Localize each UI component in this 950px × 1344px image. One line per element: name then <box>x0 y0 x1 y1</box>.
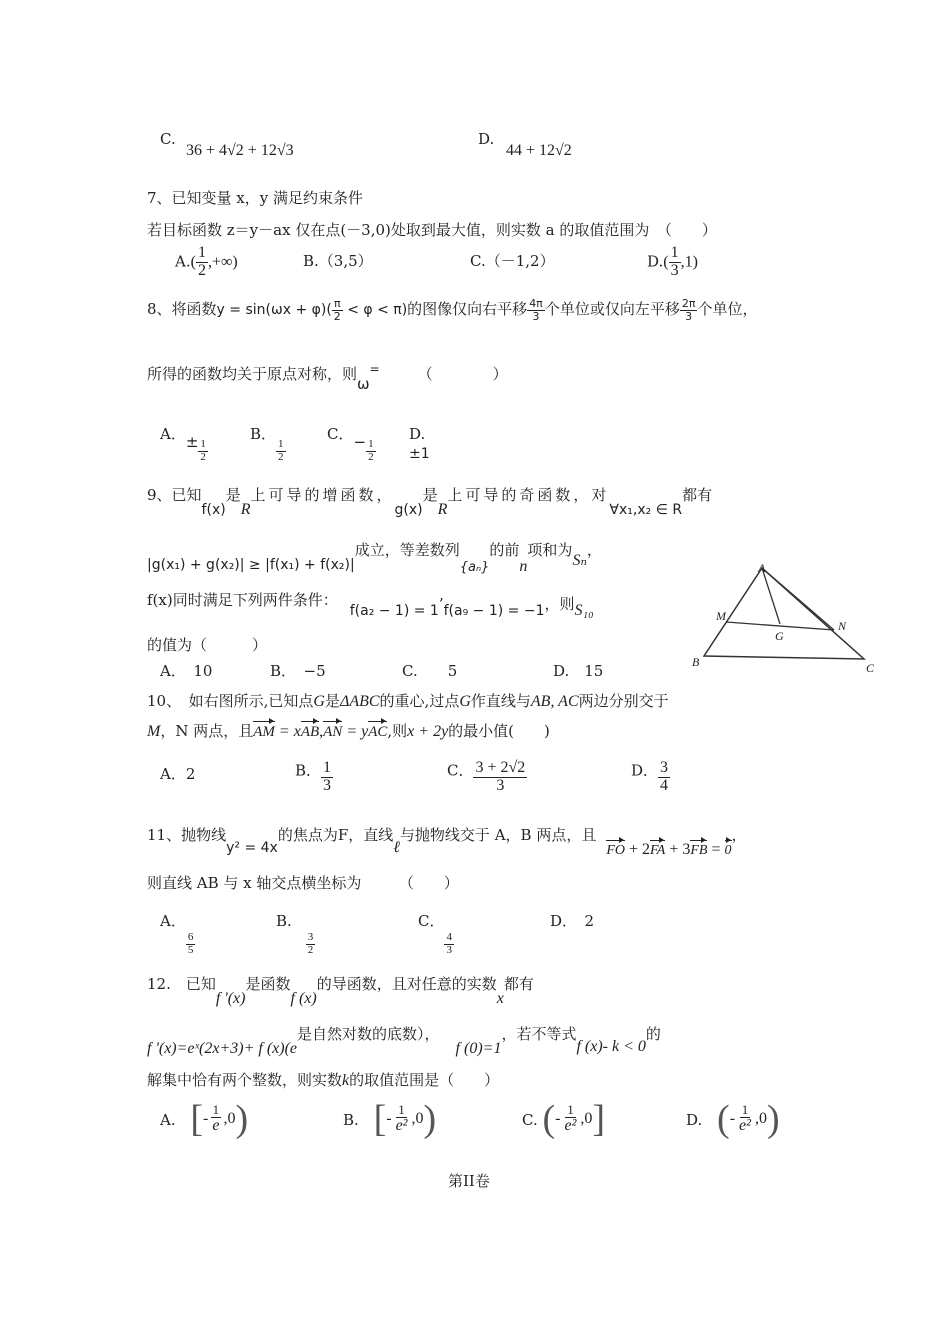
q7-option-d-fraction: $\frac{1}{3}$ <box>670 244 679 279</box>
q12-stem-line1: 12. 已知f '(x)是函数f (x)的导函数，且对任意的实数x都有 <box>147 975 534 1007</box>
triangle-abc <box>704 568 864 659</box>
section-title: 第II卷 <box>448 1172 490 1190</box>
q7-stem-line1: 7、已知变量 x，y 满足约束条件 <box>147 189 364 207</box>
q8-option-c: C．− $\frac{1}{2}$ <box>327 425 374 463</box>
q7-option-a-label: A. <box>175 252 191 271</box>
q9-stem-line4: 的值为（ ） <box>147 636 268 654</box>
q11-option-b: B. $\frac{3}{2}$ <box>276 912 314 956</box>
q8-option-d: D. ±1 <box>409 425 430 462</box>
q12-stem-line2: f '(x)=eˣ(2x+3)+ f (x)(e是自然对数的底数），f (0)=1，若不等式f (x)- k < 0的 <box>147 1025 661 1057</box>
q7-option-d-label: D. <box>647 252 664 271</box>
q11-option-a: A． $\frac{6}{5}$ <box>160 912 194 956</box>
q11-option-d: D． 2 <box>550 912 595 930</box>
q9-stem-line1: 9、已知f(x)是R上可导的增函数，g(x)是R上可导的奇函数，对∀x₁,x₂ ∈ R都有 <box>147 486 713 518</box>
q12-option-d: D. ( - $\frac{1}{\text{e²}}$ ,0 ) <box>686 1098 780 1140</box>
q12-option-b: B. [ - $\frac{1}{\text{e²}}$ ,0 ) <box>343 1098 437 1140</box>
q10-option-b: B． $\frac{1}{3}$ <box>295 759 332 794</box>
q8-option-a: A．± $\frac{1}{2}$ <box>160 425 206 463</box>
q6-option-d-expr: 44 + 12√2 <box>506 142 572 159</box>
q8-option-b: B． $\frac{1}{2}$ <box>250 425 284 463</box>
q9-option-c: C. 5 <box>402 662 458 680</box>
q6-option-d-label: D. <box>478 130 495 148</box>
q9-option-a: A． 10 <box>160 662 213 680</box>
q10-option-d: D． $\frac{3}{4}$ <box>631 759 669 794</box>
q8-stem-line2: 所得的函数均关于原点对称，则ω= （ ） <box>147 362 508 393</box>
q11-option-c: C． $\frac{4}{3}$ <box>418 912 452 956</box>
label-m: M <box>716 609 726 623</box>
q7-option-b: B.（3,5） <box>303 252 373 270</box>
q7-option-a: A.( $\frac{1}{2}$ ,+∞) <box>175 244 238 279</box>
q12-stem-line3: 解集中恰有两个整数，则实数k的取值范围是（ ） <box>147 1071 500 1089</box>
q10-stem-line1: 10、 如右图所示,已知点G是ΔABC的重心,过点G作直线与AB, AC两边分别交于 <box>147 692 669 710</box>
median-an <box>762 568 834 630</box>
q11-stem-line2: 则直线 AB 与 x 轴交点横坐标为 （ ） <box>147 874 459 892</box>
q7-option-a-fraction: $\frac{1}{2}$ <box>197 244 206 279</box>
q9-stem-line2: |g(x₁) + g(x₂)| ≥ |f(x₁) + f(x₂)|成立，等差数列{aₙ}的前n项和为Sₙ， <box>147 541 602 575</box>
q11-stem-line1: 11、抛物线y² = 4x的焦点为F，直线ℓ与抛物线交于 A，B 两点，且FO + 2FA + 3FB = 0， <box>147 826 747 858</box>
q7-option-c: C.（－1,2） <box>470 252 555 270</box>
q9-option-b: B． −5 <box>270 662 326 680</box>
q7-option-d: D.( $\frac{1}{3}$ ,1) <box>647 244 698 279</box>
q8-omega: ω <box>357 375 370 393</box>
label-g: G <box>775 629 784 643</box>
q7-stem-line2: 若目标函数 z＝y－ax 仅在点(－3,0)处取到最大值，则实数 a 的取值范围为 （ ） <box>147 221 717 239</box>
q10-option-c: C． $\frac{3 + 2√2}{3}$ <box>447 759 526 794</box>
q9-option-d: D. 15 <box>553 662 604 680</box>
label-n: N <box>838 619 847 633</box>
triangle-figure <box>688 558 884 676</box>
q6-option-c-expr: 36 + 4√2 + 12√3 <box>186 142 294 159</box>
q9-stem-line3: f(x)同时满足下列两件条件：f(a₂ − 1) = 1’f(a₉ − 1) = −1，则S₁₀ <box>147 591 594 619</box>
label-b: B <box>692 655 700 669</box>
label-c: C <box>866 661 875 675</box>
q6-option-c-label: C. <box>160 130 176 148</box>
q12-option-a: A. [ - $\frac{1}{e}$ ,0 ) <box>160 1098 249 1140</box>
q10-stem-line2: M，N 两点，且AM = xAB,AN = yAC,则x + 2y的最小值( ) <box>147 722 550 740</box>
q12-option-c: C. ( - $\frac{1}{\text{e²}}$ ,0 ] <box>522 1098 606 1140</box>
q8-function: y = sin(ωx + φ)( <box>216 302 332 319</box>
q10-option-a: A．2 <box>160 765 196 783</box>
label-a: A <box>758 561 766 575</box>
q8-stem-line1: 8、将函数y = sin(ωx + φ)( $\frac{\pi}{2}$ < φ < π)的图像仅向右平移 $\frac{4\pi}{3}$ 个单位或仅向左平移 $\frac{2\pi}{3}$ 个单位， <box>147 297 758 323</box>
